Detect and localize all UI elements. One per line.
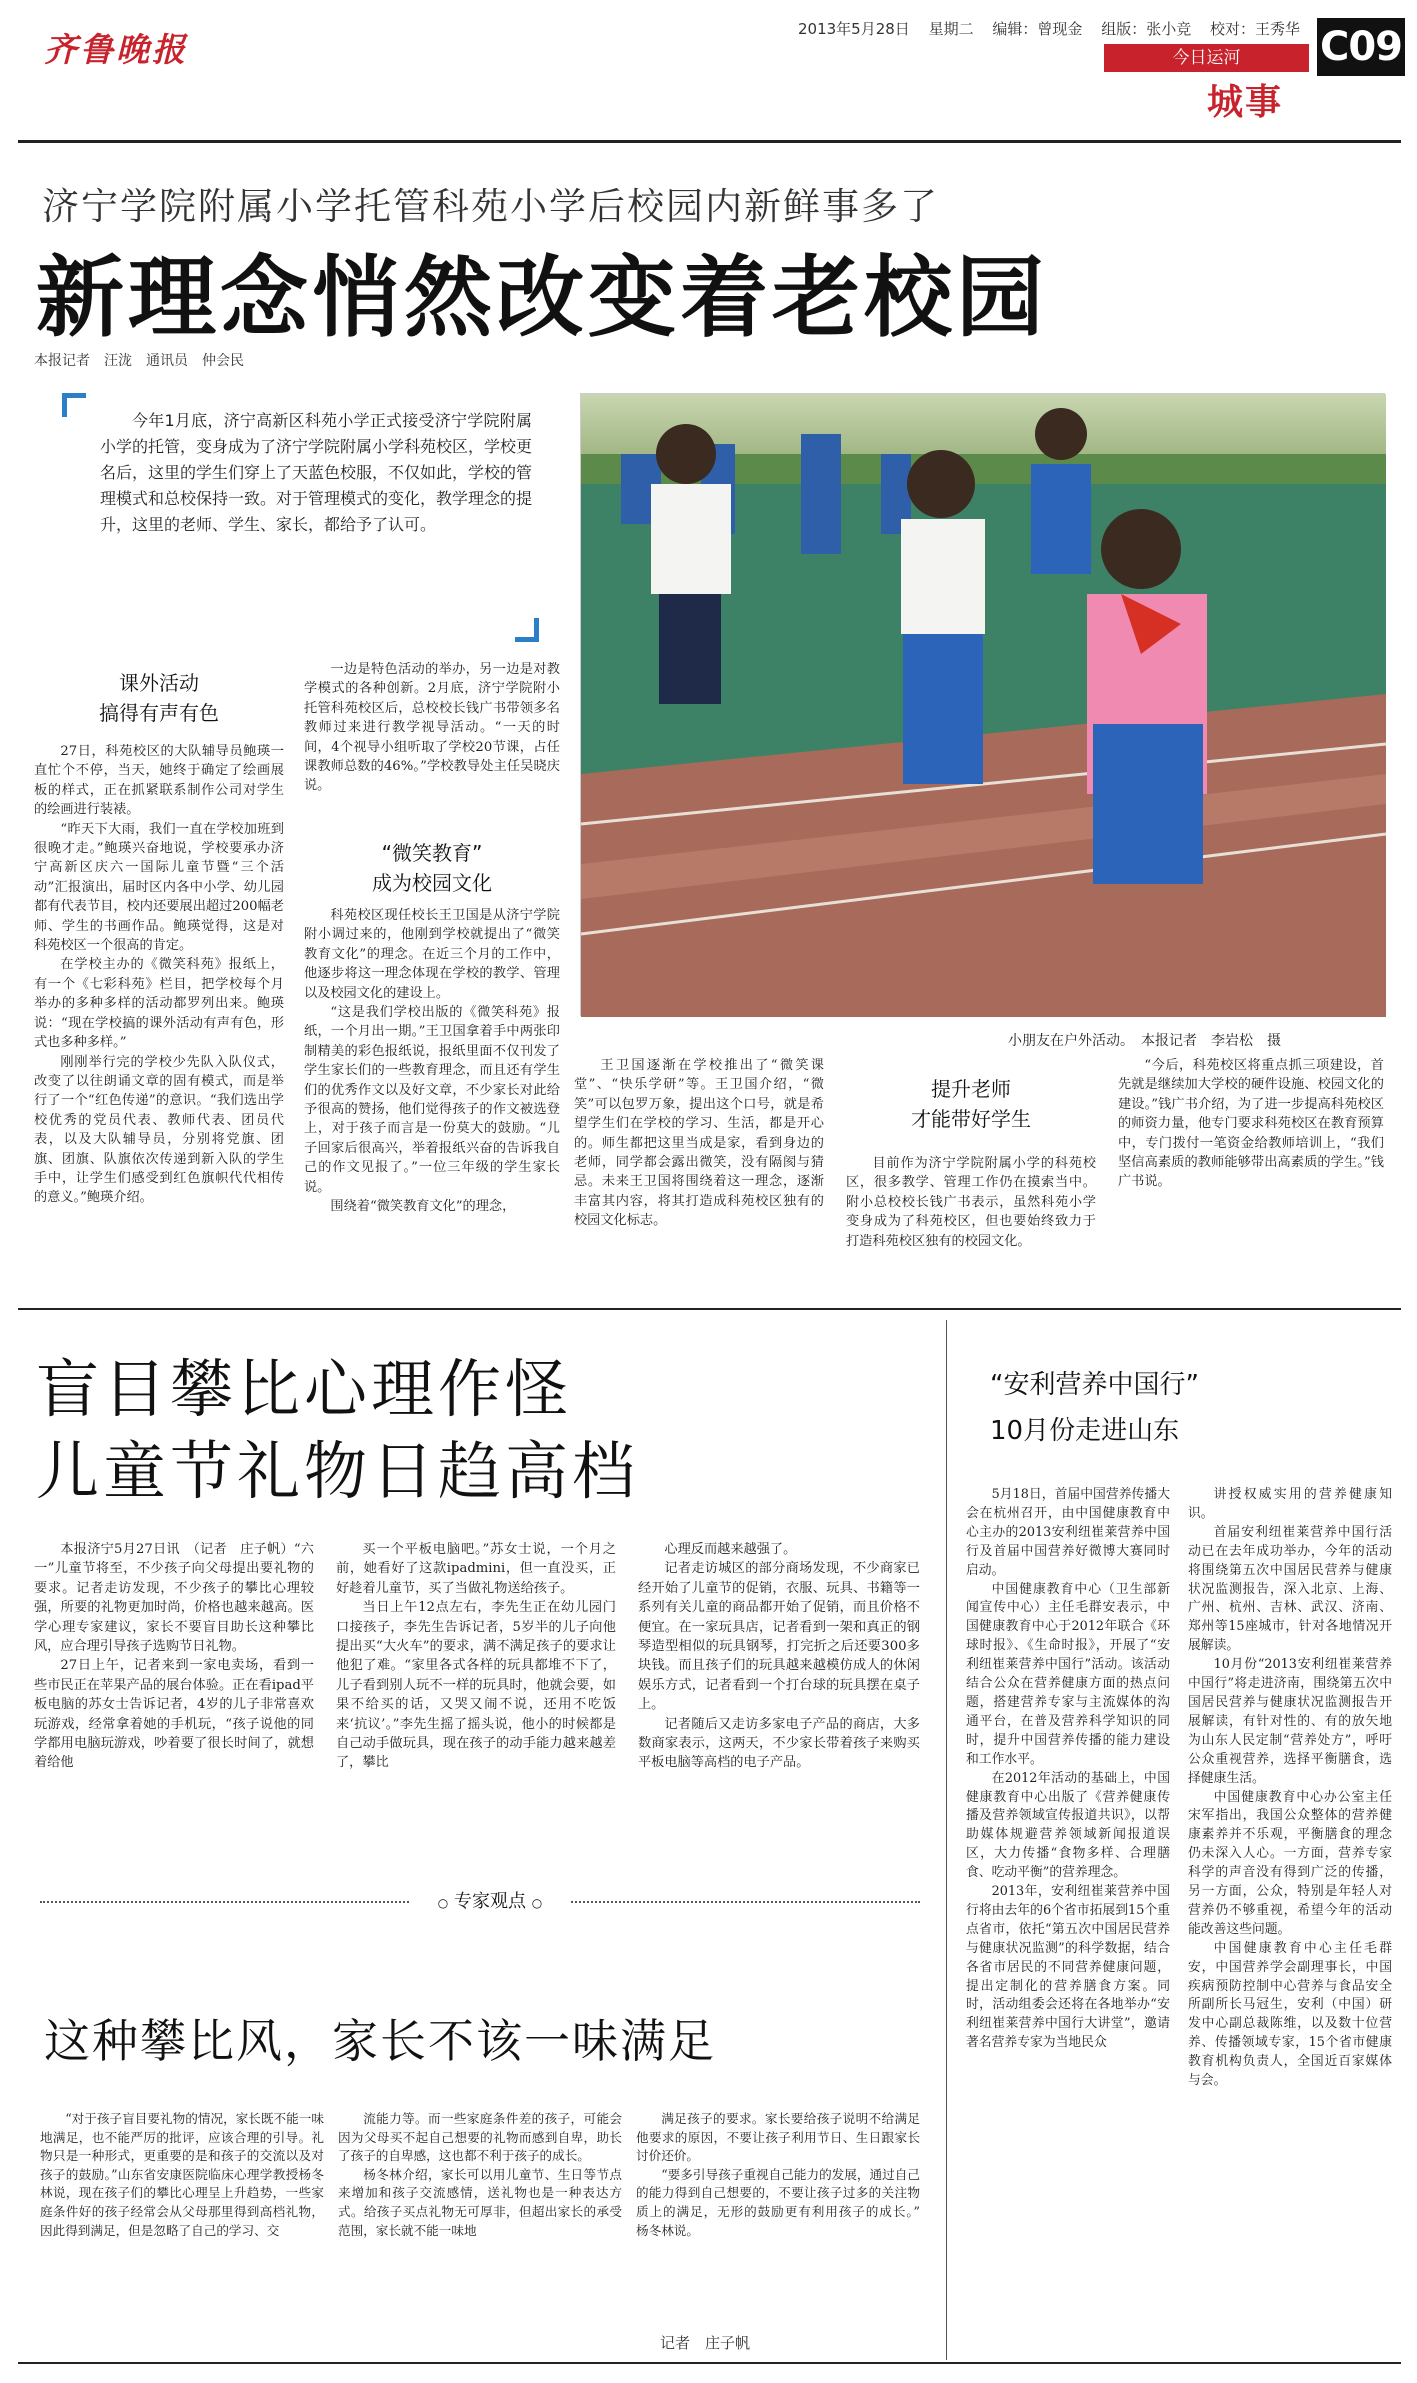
article1-sec2-title: “微笑教育” 成为校园文化 [372, 841, 492, 895]
article1-lead: 今年1月底，济宁高新区科苑小学正式接受济宁学院附属小学的托管，变身成为了济宁学院附属小学科苑校区，学校更名后，这里的学生们穿上了天蓝色校服，不仅如此，学校的管理模式和总校保持一致。对于管理模式的变化，教学理念的提升，这里的老师、学生、家长，都给予了认可。 [100, 411, 533, 534]
article1-col2b: 科苑校区现任校长王卫国是从济宁学院附小调过来的，他刚到学校就提出了“微笑教育文化”的理念。在近三个月的工作中，他逐步将这一理念体现在学校的教学、管理以及校园文化的建设上。 “这是我们学校出版的《微笑科苑》报纸，一个月出一期。”王卫国拿着手中两张印制精美的彩色报纸说，报纸里面不仅刊发了学生家长们的一些教育理念，而且还有学生们的优秀作文以及好文章，不少家长对此给予很高的赞扬，他们觉得孩子的作文被选登上，对于孩子而言是一份莫大的鼓励。“儿子回家后很高兴，举着报纸兴奋的告诉我自己的作文见报了。”一位三年级的学生家长说。 围绕着“微笑教育文化”的理念， [304, 908, 560, 1215]
column-separator [946, 1320, 947, 2360]
article1-headline: 新理念悄然改变着老校园 [36, 246, 1049, 349]
article2-col1: 本报济宁5月27日讯 （记者 庄子帆）“六一”儿童节将至，不少孩子向父母提出要礼物的要求。记者走访发现，不少孩子的攀比心理较强，所要的礼物更加时尚，价格也越来越高。医学心理专家建议，家长不要盲目助长这种攀比风，应合理引导孩子选购节日礼物。 27日上午，记者来到一家电卖场，看到一些市民正在苹果产品的展台体验。正在看ipad平板电脑的苏女士告诉记者，4岁的儿子非常喜欢玩游戏，经常拿着她的手机玩，“孩子说他的同学都用电脑玩游戏，吵着要了很长时间了，就想着给他 [34, 1542, 314, 1771]
page-number: C09 [1317, 18, 1405, 76]
article1-sec1-title: 课外活动 搞得有声有色 [99, 671, 219, 725]
expert-label: 专家观点 [454, 1891, 526, 1912]
lead-corner-tl [62, 393, 86, 417]
photo-caption: 小朋友在户外活动。 本报记者 李岩松 摄 [1008, 1033, 1281, 1049]
editor-credit: 编辑：曾现金 [992, 20, 1083, 38]
article1-col3: 王卫国逐渐在学校推出了“微笑课堂”、“快乐学研”等。王卫国介绍，“微笑”可以包罗万象，提出这个口号，就是希望学生们在学校的学习、生活，都是开心的。师生都把这里当成是家，看到身边的老师，同学都会露出微笑，没有隔阂与猜忌。未来王卫国将围绕着这一理念，逐渐丰富其内容，将其打造成科苑校区独有的校园文化标志。 [574, 1058, 824, 1229]
quote-col3: 满足孩子的要求。家长要给孩子说明不给满足他要求的原因，不要让孩子利用节日、生日跟家长讨价还价。 “要多引导孩子重视自己能力的发展，通过自己的能力得到自己想要的，不要让孩子过多的关注物质上的满足，无形的鼓励更有利用孩子的成长。” 杨冬林说。 [636, 2111, 933, 2238]
page-bottom-rule [18, 2362, 1401, 2364]
article2-headline-line2: 儿童节礼物日趋高档 [36, 1435, 639, 1508]
children-running-photo [581, 394, 1386, 1017]
article2-headline-line1: 盲目攀比心理作怪 [36, 1353, 572, 1426]
expert-circle-icon: ○ [437, 1896, 449, 1910]
article3-col1: 5月18日，首届中国营养传播大会在杭州召开，由中国健康教育中心主办的2013安利纽崔莱营养中国行及首届中国营养好微博大赛同时启动。 中国健康教育中心（卫生部新闻宣传中心）主任毛群安表示，中国健康教育中心于2012年联合《环球时报》、《生命时报》，开展了“安利纽崔莱营养中国行”活动。该活动结合公众在营养健康方面的热点问题，搭建营养专家与主流媒体的沟通平台，在普及营养科学知识的同时，提升中国营养传播的能力建设和工作水平。 在2012年活动的基础上，中国健康教育中心出版了《营养健康传播及营养领域宣传报道共识》，以帮助媒体规避营养领域新闻报道误区，大力传播“食物多样、合理膳食、吃动平衡”的营养理念。 2013年，安利纽崔莱营养中国行将由去年的6个省市拓展到15个重点省市，依托“第五次中国居民营养与健康状况监测”的科学数据，结合各省市居民的不同营养健康问题，提出定制化的营养膳食方案。同时，活动组委会还将在各地举办“安利纽崔莱营养中国行大讲堂”，邀请著名营养专家为当地民众 [966, 1487, 1170, 2051]
article1-col2a: 一边是特色活动的举办，另一边是对教学模式的各种创新。2月底，济宁学院附小托管科苑校区后，总校校长钱广书带领多名教师过来进行教学视导活动。“一天的时间，4个视导小组听取了学校20节课，占任课教师总数的46%。”学校教导处主任吴晓庆说。 [304, 662, 560, 794]
article1-subhead: 济宁学院附属小学托管科苑小学后校园内新鲜事多了 [42, 185, 939, 228]
header-rule [18, 140, 1401, 143]
masthead-logo: 齐鲁晚报 [44, 30, 188, 69]
article2-col2: 买一个平板电脑吧。”苏女士说，一个月之前，她看好了这款ipadmini，但一直没买，正好趁着儿童节，买了当做礼物送给孩子。 当日上午12点左右，李先生正在幼儿园门口接孩子，李先生告诉记者，5岁半的儿子向他提出买“大火车”的要求，满不满足孩子的要求让他犯了难。“家里各式各样的玩具都堆不下了，儿子看到别人玩不一样的玩具时，他就会要，如果不给买的话，又哭又闹不说，还用不吃饭来‘抗议’。”李先生摇了摇头说，他小的时候都是自己动手做玩具，现在孩子的动手能力越来越差了，攀比 [336, 1542, 616, 1771]
article3-col2: 讲授权威实用的营养健康知识。 首届安利纽崔莱营养中国行活动已在去年成功举办，今年的活动将围绕第五次中国居民营养与健康状况监测报告，深入北京、上海、广州、杭州、吉林、武汉、济南、郑州等15座城市，针对各地情况开展解读。 10月份“2013安利纽崔莱营养中国行”将走进济南，围绕第五次中国居民营养与健康状况监测报告开展解读，有针对性的、有的放矢地为山东人民定制“营养处方”，呼吁公众重视营养，选择平衡膳食，选择健康生活。 中国健康教育中心办公室主任宋军指出，我国公众整体的营养健康素养并不乐观，平衡膳食的理念仍未深入人心。一方面，营养专家科学的声音没有得到广泛的传播，另一方面，公众，特别是年轻人对营养仍不够重视，希望今年的活动能改善这些问题。 中国健康教育中心主任毛群安，中国营养学会副理事长，中国疾病预防控制中心营养与食品安全所副所长马冠生，安利（中国）研发中心副总裁陈维，以及数十位营养、传播领域专家，15个省市健康教育机构负责人，全国近百家媒体与会。 [1188, 1487, 1392, 2089]
proof-credit: 校对：王秀华 [1209, 20, 1300, 38]
article1-byline: 本报记者 汪泷 通讯员 仲会民 [34, 353, 244, 369]
article3-title-line1: “安利营养中国行” [990, 1370, 1199, 1400]
quote-col2: 流能力等。而一些家庭条件差的孩子，可能会因为父母买不起自己想要的礼物而感到自卑，助长了孩子的自卑感，这也都不利于孩子的成长。 杨冬林介绍，家长可以用儿童节、生日等节点来增加和孩子交流感情，送礼物也是一种表达方式。给孩子买点礼物无可厚非，但超出家长的承受范围，家长就不能一味地 [338, 2111, 622, 2238]
quote-headline: 这种攀比风，家长不该一味满足 [44, 2014, 716, 2068]
column-bar: 今日运河 [1104, 44, 1309, 72]
article1-sec3-title: 提升老师 才能带好学生 [911, 1077, 1031, 1131]
issue-meta [798, 18, 1314, 39]
issue-date: 2013年5月28日 [798, 20, 910, 38]
quote-byline: 记者 庄子帆 [660, 2334, 751, 2352]
article1-col1: 27日，科苑校区的大队辅导员鲍瑛一直忙个不停，当天，她终于确定了绘画展板的样式，正在抓紧联系制作公司对学生的绘画进行装裱。 “昨天下大雨，我们一直在学校加班到很晚才走。”鲍瑛兴奋地说，学校要承办济宁高新区庆六一国际儿童节暨“三个活动”汇报演出，届时区内各中小学、幼儿园都有代表节目，校内还要展出超过200幅老师、学生的书画作品。鲍瑛觉得，这是对科苑校区一个很高的肯定。 在学校主办的《微笑科苑》报纸上，有一个《七彩科苑》栏目，把学校每个月举办的多种多样的活动都罗列出来。鲍瑛说：“现在学校搞的课外活动有声有色，形式也多种多样。” 刚刚举行完的学校少先队入队仪式，改变了以往朗诵文章的固有模式，而是举行了一个“红色传递”的意识。“我们选出学校优秀的党员代表、教师代表、团员代表，以及大队辅导员，分别将党旗、团旗、团旗、队旗依次传递到新入队的学生手中，让学生们感受到红色旗帜代代相传的意义。”鲍瑛介绍。 [34, 744, 284, 1206]
expert-divider [40, 1892, 920, 1912]
article2-col3: 心理反而越来越强了。 记者走访城区的部分商场发现，不少商家已经开始了儿童节的促销，衣服、玩具、书籍等一系列有关儿童的商品都开始了促销，而且价格不便宜。在一家玩具店，记者看到一架和真正的钢琴造型相似的玩具钢琴，打完折之后还要300多块钱。而且孩子们的玩具越来越模仿成人的休闲娱乐方式，记者看到一个打台球的玩具摆在桌子上。 记者随后又走访多家电子产品的商店，大多数商家表示，这两天，不少家长带着孩子来购买平板电脑等高档的电子产品。 [638, 1542, 920, 1771]
article1-col4: 目前作为济宁学院附属小学的科苑校区，很多教学、管理工作仍在摸索当中。附小总校校长钱广书表示，虽然科苑小学变身成为了科苑校区，但也要始终致力于打造科苑校区独有的校园文化。 [846, 1156, 1096, 1249]
issue-weekday: 星期二 [928, 20, 974, 38]
expert-circle-icon-right: ○ [531, 1896, 543, 1910]
article1-bottom-rule [18, 1308, 1401, 1310]
article3-title-line2: 10月份走进山东 [990, 1416, 1180, 1446]
quote-col1: “对于孩子盲目要礼物的情况，家长既不能一味地满足，也不能严厉的批评，应该合理的引导。礼物只是一种形式，更重要的是和孩子的交流以及对孩子的鼓励。”山东省安康医院临床心理学教授杨冬林说，现在孩子们的攀比心理呈上升趋势，一些家庭条件好的孩子经常会从父母那里得到高档礼物，因此得到满足，但是忽略了自己的学习、交 [40, 2111, 324, 2238]
article1-col5: “今后，科苑校区将重点抓三项建设，首先就是继续加大学校的硬件设施、校园文化的建设。”钱广书介绍，为了进一步提高科苑校区的师资力量，他专门要求科苑校区在教育预算中，专门拨付一笔资金给教师培训上，“我们坚信高素质的教师能够带出高素质的学生。”钱广书说。 [1118, 1058, 1384, 1190]
article1-photo [580, 393, 1385, 1016]
section-title: 城事 [1207, 82, 1284, 123]
layout-credit: 组版：张小竞 [1101, 20, 1192, 38]
